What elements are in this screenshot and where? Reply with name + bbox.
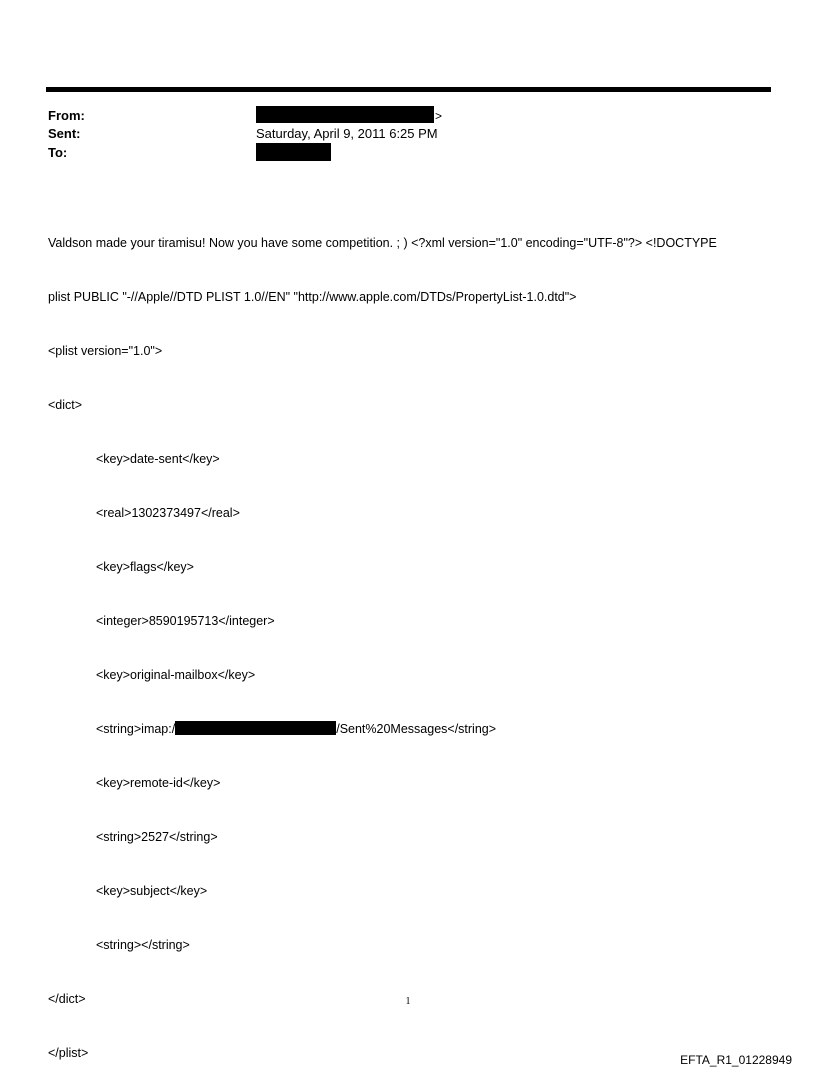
- body-line-part: /Sent%20Messages</string>: [336, 722, 497, 736]
- page-number: 1: [405, 996, 411, 1007]
- body-line-part: <string>imap:/: [96, 722, 176, 736]
- redacted-to-block: [256, 143, 331, 161]
- body-line: Valdson made your tiramisu! Now you have some competition. ; ) <?xml version="1.0" encoding="UTF-8"?> <!DOCTYPE: [48, 236, 717, 250]
- body-line: <key>date-sent</key>: [96, 452, 220, 466]
- from-value-suffix: >: [435, 109, 443, 123]
- body-line: <dict>: [48, 398, 83, 412]
- email-body: [48, 198, 778, 1080]
- header-rule: [46, 87, 771, 92]
- bates-number: EFTA_R1_01228949: [680, 1053, 792, 1067]
- to-label: To:: [48, 145, 68, 160]
- body-line: </dict>: [48, 992, 86, 1006]
- body-line: plist PUBLIC "-//Apple//DTD PLIST 1.0//EN" "http://www.apple.com/DTDs/PropertyList-1.0.dtd">: [48, 290, 577, 304]
- body-line: <key>subject</key>: [96, 884, 208, 898]
- redacted-inline-block: [175, 721, 336, 735]
- body-line: </plist>: [48, 1046, 89, 1060]
- body-line: <real>1302373497</real>: [96, 506, 240, 520]
- sent-label: Sent:: [48, 126, 81, 141]
- body-line: <key>original-mailbox</key>: [96, 668, 256, 682]
- body-line: <string></string>: [96, 938, 190, 952]
- body-line: <key>remote-id</key>: [96, 776, 221, 790]
- body-line: <integer>8590195713</integer>: [96, 614, 275, 628]
- body-line: <string>2527</string>: [96, 830, 218, 844]
- body-line: <plist version="1.0">: [48, 344, 163, 358]
- redacted-from-block: [256, 106, 434, 123]
- from-label: From:: [48, 108, 85, 123]
- body-line: <key>flags</key>: [96, 560, 194, 574]
- body-line-with-redaction: [48, 720, 778, 738]
- sent-value: Saturday, April 9, 2011 6:25 PM: [256, 126, 438, 141]
